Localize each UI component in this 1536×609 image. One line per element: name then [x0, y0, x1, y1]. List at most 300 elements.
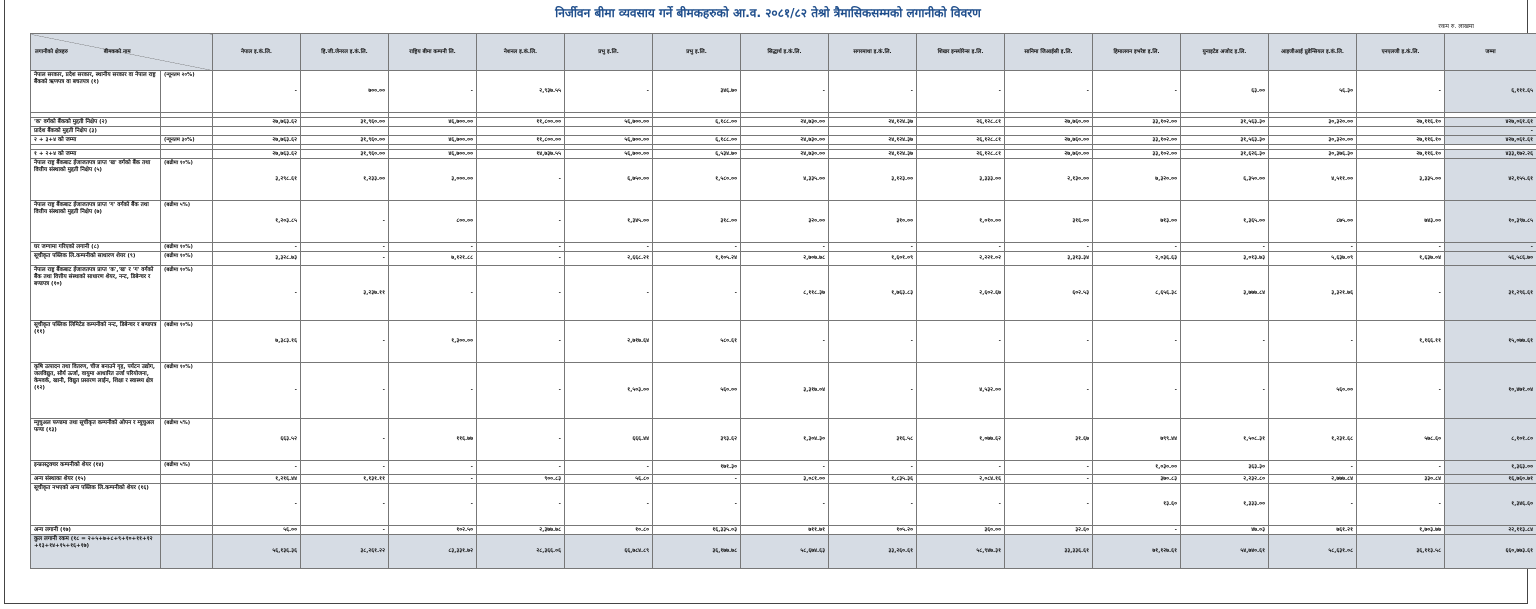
- value-cell: १,५८०.००: [653, 159, 741, 201]
- value-cell: -: [213, 461, 301, 475]
- value-cell: -: [1357, 461, 1445, 475]
- value-cell: ५६०.००: [653, 363, 741, 419]
- value-cell: १,०१०.००: [917, 201, 1005, 243]
- value-cell: १,८३५.३६: [829, 475, 917, 484]
- value-cell: ३१८.००: [653, 201, 741, 243]
- value-cell: ५४,७४०.६१: [1181, 535, 1269, 569]
- value-cell: -: [917, 461, 1005, 475]
- value-cell: [917, 127, 1005, 136]
- company-header: एनएलजी इ.कं.लि.: [1357, 34, 1445, 71]
- value-cell: ८३,३३१.७२: [389, 535, 477, 569]
- row-limit: [161, 118, 213, 127]
- value-cell: ३०,३२०.००: [1269, 118, 1357, 127]
- value-cell: १६,३३५.०३: [653, 526, 741, 535]
- value-cell: -: [1005, 363, 1093, 419]
- value-cell: २,७०७.७८: [741, 252, 829, 266]
- value-cell: ३१०.००: [829, 201, 917, 243]
- value-cell: ७१,१२७.६१: [1093, 535, 1181, 569]
- value-cell: -: [213, 363, 301, 419]
- value-cell: ६,५३४.७०: [653, 150, 741, 159]
- table-row: [31, 475, 1536, 484]
- value-cell: १,५०८.३१: [1181, 419, 1269, 461]
- value-cell: २४,१२४.३७: [829, 118, 917, 127]
- value-cell: ३,३२८.७३: [213, 252, 301, 266]
- value-cell: [829, 127, 917, 136]
- value-cell: ३३,१०२.००: [1093, 150, 1181, 159]
- value-cell: -: [477, 484, 565, 526]
- row-limit: [161, 127, 213, 136]
- value-cell: -: [301, 461, 389, 475]
- value-cell: ४,५११.००: [1269, 159, 1357, 201]
- value-cell: ३६,१७७.७८: [653, 535, 741, 569]
- table-row: [31, 243, 1536, 252]
- company-header: आइजीआई प्रुडेन्सियल इ.कं.लि.: [1269, 34, 1357, 71]
- row-label: नेपाल राष्ट्र बैंकबाट ईजाजतपत्र प्राप्त 'ग' वर्गको बैंक तथा वित्तीय संस्थाको मुद्दती निक्षेप (७): [31, 201, 161, 243]
- value-cell: -: [477, 363, 565, 419]
- value-cell: ५८,९४७.३१: [917, 535, 1005, 569]
- value-cell: ६,१८८.००: [653, 118, 741, 127]
- row-limit: (बढीमा १०%): [161, 252, 213, 266]
- value-cell: १,३००.००: [389, 321, 477, 363]
- value-cell: १०२.५०: [389, 526, 477, 535]
- row-total-cell: १०,४७१.०४: [1445, 363, 1536, 419]
- value-cell: ३,३३३.००: [917, 159, 1005, 201]
- value-cell: -: [389, 475, 477, 484]
- value-cell: -: [741, 321, 829, 363]
- row-total-cell: १५,०७७.६१: [1445, 321, 1536, 363]
- value-cell: ३१,९६०.००: [301, 150, 389, 159]
- value-cell: -: [1357, 71, 1445, 113]
- row-total-cell: ६६०,७७३.६१: [1445, 535, 1536, 569]
- table-row: [31, 136, 1536, 145]
- value-cell: -: [477, 159, 565, 201]
- value-cell: [477, 127, 565, 136]
- value-cell: ५६०.००: [1269, 363, 1357, 419]
- value-cell: -: [213, 484, 301, 526]
- value-cell: ४७.०३: [1181, 526, 1269, 535]
- value-cell: १,२३१.६८: [1269, 419, 1357, 461]
- value-cell: ३२.६०: [1005, 526, 1093, 535]
- row-label: सूचीकृत नभएको अन्य पब्लिक लि.कम्पनीको शेयर (१६): [31, 484, 161, 526]
- value-cell: १०५.२०: [829, 526, 917, 535]
- row-limit: (बढीमा ५%): [161, 201, 213, 243]
- value-cell: -: [477, 243, 565, 252]
- value-cell: १,२०३.८५: [213, 201, 301, 243]
- value-cell: ३,०८१.००: [741, 475, 829, 484]
- value-cell: ३१,९६०.००: [301, 136, 389, 145]
- row-limit: [161, 484, 213, 526]
- company-header: राष्ट्रिय बीमा कम्पनी लि.: [389, 34, 477, 71]
- value-cell: -: [1269, 461, 1357, 475]
- row-label: अन्य लगानी (१७): [31, 526, 161, 535]
- value-cell: ३,१२३.००: [829, 159, 917, 201]
- table-row: [31, 419, 1536, 461]
- table-row: [31, 159, 1536, 201]
- row-total-cell: ३१,२९६.६१: [1445, 266, 1536, 321]
- value-cell: -: [1181, 363, 1269, 419]
- row-label: अन्य संस्थाका शेयर (१५): [31, 475, 161, 484]
- value-cell: -: [565, 461, 653, 475]
- row-label: 'क' वर्गको बैंकको मुद्दती निक्षेप (२): [31, 118, 161, 127]
- report-title: निर्जीवन बीमा व्यवसाय गर्ने बीमकहरुको आ.व. २०८१/८२ तेश्रो त्रैमासिकसम्मको लगानीको विवरण: [555, 6, 981, 20]
- value-cell: ९००.८३: [477, 475, 565, 484]
- value-cell: -: [741, 461, 829, 475]
- value-cell: [213, 127, 301, 136]
- value-cell: -: [917, 71, 1005, 113]
- header-row: [31, 34, 1536, 71]
- row-limit: (बढीमा १०%): [161, 363, 213, 419]
- value-cell: १७१.३०: [653, 461, 741, 475]
- row-total-cell: १६,७६०.७१: [1445, 475, 1536, 484]
- unit-note: रकम रु. लाखमा: [1438, 23, 1474, 30]
- value-cell: १३.६०: [1093, 484, 1181, 526]
- value-cell: -: [213, 71, 301, 113]
- value-cell: २७,११६.१०: [1357, 136, 1445, 145]
- value-cell: १,६३७.०४: [1357, 252, 1445, 266]
- table-row: [31, 461, 1536, 475]
- value-cell: [565, 127, 653, 136]
- value-cell: २,१३०.००: [1005, 159, 1093, 201]
- value-cell: -: [565, 484, 653, 526]
- value-cell: ३६०.००: [917, 526, 1005, 535]
- value-cell: -: [917, 484, 1005, 526]
- value-cell: २४,७३०.००: [741, 118, 829, 127]
- value-cell: ८७५.००: [1269, 201, 1357, 243]
- value-cell: -: [565, 71, 653, 113]
- value-cell: ७९९.४४: [1093, 419, 1181, 461]
- value-cell: ३,०१३.७३: [1181, 252, 1269, 266]
- value-cell: ३,३१३.३४: [1005, 252, 1093, 266]
- row-limit: [161, 535, 213, 569]
- table-row: [31, 363, 1536, 419]
- value-cell: २८,३६६.०६: [477, 535, 565, 569]
- value-cell: ३१.६७: [1005, 419, 1093, 461]
- value-cell: -: [829, 243, 917, 252]
- value-cell: [653, 127, 741, 136]
- value-cell: ३,०००.००: [389, 159, 477, 201]
- value-cell: २,३७७.७८: [477, 526, 565, 535]
- value-cell: -: [1357, 266, 1445, 321]
- value-cell: ४६,७००.००: [389, 150, 477, 159]
- row-limit: (बढीमा १०%): [161, 159, 213, 201]
- row-total-cell: १,३४६.६०: [1445, 484, 1536, 526]
- value-cell: ८,११८.३७: [741, 266, 829, 321]
- row-total-cell: १०,३९७.८५: [1445, 201, 1536, 243]
- value-cell: २७,७६०.००: [1005, 118, 1093, 127]
- value-cell: २,६०२.६७: [917, 266, 1005, 321]
- value-cell: ३१,६२६.३०: [1181, 150, 1269, 159]
- value-cell: ३८,२६१.२२: [301, 535, 389, 569]
- value-cell: -: [1005, 484, 1093, 526]
- value-cell: ३३,१०२.००: [1093, 118, 1181, 127]
- value-cell: -: [1181, 321, 1269, 363]
- row-label: कुल लगानी रकम (१८ = २+५+७+८+९+१०+११+१२ +१३+१४+१५+१६+१७): [31, 535, 161, 569]
- value-cell: ३६,११३.५८: [1357, 535, 1445, 569]
- company-header: सगरमाथा इ.कं.लि.: [829, 34, 917, 71]
- value-cell: ५८,६३१.०८: [1269, 535, 1357, 569]
- value-cell: २७,७६३.६२: [213, 150, 301, 159]
- row-total-cell: २२,११३.८४: [1445, 526, 1536, 535]
- value-cell: १,०७७.६२: [917, 419, 1005, 461]
- company-header: युनाइटेड अजोद इ.लि.: [1181, 34, 1269, 71]
- row-total-cell: ६,१११.६५: [1445, 71, 1536, 113]
- value-cell: -: [653, 484, 741, 526]
- row-limit: (बढीमा ५%): [161, 461, 213, 475]
- value-cell: -: [477, 266, 565, 321]
- value-cell: ६६,७८४.८९: [565, 535, 653, 569]
- value-cell: -: [477, 201, 565, 243]
- value-cell: -: [477, 321, 565, 363]
- value-cell: ५७८.६०: [1357, 419, 1445, 461]
- value-cell: [1357, 127, 1445, 136]
- value-cell: [1005, 127, 1093, 136]
- value-cell: -: [1005, 321, 1093, 363]
- value-cell: ८००.००: [389, 201, 477, 243]
- value-cell: १,३४५.००: [565, 201, 653, 243]
- value-cell: -: [1357, 363, 1445, 419]
- investment-table: [30, 33, 1536, 569]
- value-cell: ६,१८८.००: [653, 136, 741, 145]
- company-header: हिमालयन इभरेष्ट इ.लि.: [1093, 34, 1181, 71]
- value-cell: २,६६८.२१: [565, 252, 653, 266]
- value-cell: -: [1269, 484, 1357, 526]
- value-cell: १,३६५.००: [1181, 201, 1269, 243]
- value-cell: ११,८००.००: [477, 118, 565, 127]
- row-limit: (बढीमा ५%): [161, 419, 213, 461]
- value-cell: ३३,१०२.००: [1093, 136, 1181, 145]
- value-cell: -: [301, 201, 389, 243]
- value-cell: -: [917, 243, 1005, 252]
- value-cell: [1093, 127, 1181, 136]
- row-total-cell: ४२७,०६१.६१: [1445, 118, 1536, 127]
- row-limit: (बढीमा १०%): [161, 266, 213, 321]
- value-cell: ४६,७००.००: [389, 136, 477, 145]
- value-cell: ३४६.७०: [653, 71, 741, 113]
- value-cell: २७,११६.१०: [1357, 150, 1445, 159]
- value-cell: ६,३५०.००: [1181, 159, 1269, 201]
- value-cell: ५८,६७४.६३: [741, 535, 829, 569]
- value-cell: -: [389, 71, 477, 113]
- value-cell: -: [389, 243, 477, 252]
- company-header: नेपाल इ.कं.लि.: [213, 34, 301, 71]
- value-cell: -: [1093, 363, 1181, 419]
- row-limit: [161, 150, 213, 159]
- value-cell: ५६.८०: [565, 475, 653, 484]
- value-cell: ३०,३२०.००: [1269, 136, 1357, 145]
- row-label: इन्फ्रास्ट्रक्चर कम्पनीको शेयर (१४): [31, 461, 161, 475]
- value-cell: २६,१२८.८१: [917, 136, 1005, 145]
- table-row: [31, 526, 1536, 535]
- value-cell: १,५०३.००: [565, 363, 653, 419]
- value-cell: १०.८०: [565, 526, 653, 535]
- value-cell: ६६६.४४: [565, 419, 653, 461]
- row-total-cell: ४२७,०६१.६१: [1445, 136, 1536, 145]
- value-cell: -: [389, 266, 477, 321]
- value-cell: ५६,७००.००: [565, 150, 653, 159]
- value-cell: ३१६.५८: [829, 419, 917, 461]
- row-total-cell: ५६,५८६.७०: [1445, 252, 1536, 266]
- value-cell: ५६,१३६.३६: [213, 535, 301, 569]
- value-cell: ३०,३७६.३०: [1269, 150, 1357, 159]
- value-cell: ७,३८३.१६: [213, 321, 301, 363]
- value-cell: ३१,९६०.००: [301, 118, 389, 127]
- value-cell: ३,३२१.७६: [1269, 266, 1357, 321]
- value-cell: -: [1005, 475, 1093, 484]
- value-cell: ३३०.८४: [1357, 475, 1445, 484]
- row-total-cell: ४२,१५५.६१: [1445, 159, 1536, 201]
- value-cell: -: [741, 484, 829, 526]
- row-total-cell: १,३६३.००: [1445, 461, 1536, 475]
- value-cell: २६,१२८.८१: [917, 118, 1005, 127]
- value-cell: ३७०.८३: [1093, 475, 1181, 484]
- row-label: घर जग्गामा गरिएको लगानी (८): [31, 243, 161, 252]
- value-cell: [389, 127, 477, 136]
- value-cell: -: [829, 71, 917, 113]
- value-cell: -: [389, 363, 477, 419]
- company-header: शिखर इन्स्योरेन्स इ.लि.: [917, 34, 1005, 71]
- value-cell: २४,१२४.३७: [829, 150, 917, 159]
- value-cell: ६०२.५३: [1005, 266, 1093, 321]
- value-cell: २६,१२८.८१: [917, 150, 1005, 159]
- value-cell: -: [301, 419, 389, 461]
- value-cell: १,३३३.००: [1181, 484, 1269, 526]
- value-cell: -: [917, 321, 1005, 363]
- company-header: नेशनल इ.कं.लि.: [477, 34, 565, 71]
- value-cell: ४६,७००.००: [389, 118, 477, 127]
- value-cell: [1181, 127, 1269, 136]
- value-cell: ३६३.३०: [1181, 461, 1269, 475]
- row-label: नेपाल राष्ट्र बैंकबाट ईजाजतपत्र प्राप्त 'ख' वर्गको बैंक तथा वित्तीय संस्थाको मुद्दती निक्षेप (५): [31, 159, 161, 201]
- row-limit: (बढीमा १०%): [161, 243, 213, 252]
- row-limit: [161, 526, 213, 535]
- corner-right-label: बीमकको नाम: [103, 48, 131, 55]
- value-cell: -: [829, 321, 917, 363]
- value-cell: २७,७६०.००: [1005, 136, 1093, 145]
- value-cell: १,१६६.११: [1357, 321, 1445, 363]
- table-row: [31, 321, 1536, 363]
- value-cell: २४,७३०.००: [741, 136, 829, 145]
- value-cell: -: [301, 321, 389, 363]
- row-label: म्युचुअल फण्डमा तथा सूचीकृत कम्पनीको ओपन र म्युचुअल फण्ड (१३): [31, 419, 161, 461]
- table-row: [31, 266, 1536, 321]
- value-cell: -: [389, 484, 477, 526]
- value-cell: १,७०३.७७: [1357, 526, 1445, 535]
- row-limit: (न्यूनतम २०%): [161, 71, 213, 113]
- value-cell: ३२०.००: [741, 201, 829, 243]
- value-cell: ३१,५६३.३०: [1181, 136, 1269, 145]
- value-cell: १,१३१.११: [301, 475, 389, 484]
- value-cell: -: [741, 71, 829, 113]
- table-row: [31, 252, 1536, 266]
- value-cell: ५६.३०: [1269, 71, 1357, 113]
- company-header: प्रभु इ.लि.: [653, 34, 741, 71]
- value-cell: -: [1269, 243, 1357, 252]
- value-cell: [301, 127, 389, 136]
- value-cell: १,२१६.४४: [213, 475, 301, 484]
- value-cell: -: [653, 475, 741, 484]
- value-cell: २,२२१.०२: [917, 252, 1005, 266]
- row-label: १ + २+४ को जम्मा: [31, 150, 161, 159]
- value-cell: -: [1005, 243, 1093, 252]
- value-cell: ४,३३५.००: [741, 159, 829, 201]
- value-cell: ७११.७१: [741, 526, 829, 535]
- value-cell: [741, 127, 829, 136]
- row-limit: [161, 475, 213, 484]
- value-cell: -: [301, 252, 389, 266]
- value-cell: -: [301, 484, 389, 526]
- value-cell: -: [565, 243, 653, 252]
- table-row: [31, 201, 1536, 243]
- corner-header: [31, 34, 213, 71]
- table-row: [31, 71, 1536, 113]
- value-cell: २,०३६.६३: [1093, 252, 1181, 266]
- value-cell: १,७६३.८३: [829, 266, 917, 321]
- value-cell: ७४३.००: [1357, 201, 1445, 243]
- value-cell: २७,७६३.६२: [213, 136, 301, 145]
- value-cell: २७,११६.१०: [1357, 118, 1445, 127]
- value-cell: २,०८४.१६: [917, 475, 1005, 484]
- row-total-cell: ४३३,१७२.२६: [1445, 150, 1536, 159]
- row-total-cell: -: [1445, 127, 1536, 136]
- value-cell: ७१३.००: [1093, 201, 1181, 243]
- value-cell: -: [477, 419, 565, 461]
- value-cell: ८,६५६.३८: [1093, 266, 1181, 321]
- table-row: [31, 484, 1536, 526]
- company-header: सिद्धार्थ इ.कं.लि.: [741, 34, 829, 71]
- value-cell: -: [565, 266, 653, 321]
- value-cell: २४,७३०.००: [741, 150, 829, 159]
- value-cell: -: [1357, 243, 1445, 252]
- value-cell: ३९३.६२: [653, 419, 741, 461]
- value-cell: २४,१२४.३७: [829, 136, 917, 145]
- value-cell: -: [1093, 71, 1181, 113]
- table-row: [31, 150, 1536, 159]
- value-cell: ६६३.५२: [213, 419, 301, 461]
- value-cell: ५६,७००.००: [565, 118, 653, 127]
- value-cell: ११६.७७: [389, 419, 477, 461]
- row-label: प्रादेश बैंकको मुद्दती निक्षेप (३): [31, 127, 161, 136]
- value-cell: ६,७५०.००: [565, 159, 653, 201]
- value-cell: -: [1181, 243, 1269, 252]
- company-header: प्रभु इ.लि.: [565, 34, 653, 71]
- value-cell: -: [1093, 243, 1181, 252]
- value-cell: ३१,५६३.३०: [1181, 118, 1269, 127]
- value-cell: -: [477, 461, 565, 475]
- value-cell: ५६.००: [213, 526, 301, 535]
- value-cell: -: [389, 461, 477, 475]
- value-cell: ५६,७००.००: [565, 136, 653, 145]
- table-row: [31, 127, 1536, 136]
- row-limit: (बढीमा १०%): [161, 321, 213, 363]
- value-cell: २,७१७.६४: [565, 321, 653, 363]
- row-label: कृषि उत्पादन तथा वितरण, चीज बनाउने गृह, पर्यटन उद्योग, जलविद्युत, सौर्य ऊर्जा, वायुमा आधारित उर्जा परियोजना, केमवर्क, खानी, विद्युत प्रसारण लाईन, शिक्षा र स्वास्थ्य क्षेत्र (१२): [31, 363, 161, 419]
- company-header: हि.जी.जेनरल इ.कं.लि.: [301, 34, 389, 71]
- value-cell: १४,७३७.५५: [477, 150, 565, 159]
- value-cell: ६३.००: [1181, 71, 1269, 113]
- value-cell: ५,६३७.०९: [1269, 252, 1357, 266]
- value-cell: -: [301, 363, 389, 419]
- corner-left-label: लगानीको क्षेत्रहरु: [35, 48, 68, 55]
- row-total-cell: -: [1445, 243, 1536, 252]
- value-cell: १,३०४.३०: [741, 419, 829, 461]
- value-cell: ३,३१७.०४: [741, 363, 829, 419]
- table-row: [31, 118, 1536, 127]
- value-cell: ७,३२०.००: [1093, 159, 1181, 201]
- value-cell: ३,२३७.११: [301, 266, 389, 321]
- value-cell: ३३,२६०.६१: [829, 535, 917, 569]
- value-cell: -: [301, 526, 389, 535]
- value-cell: ७,१२१.८८: [389, 252, 477, 266]
